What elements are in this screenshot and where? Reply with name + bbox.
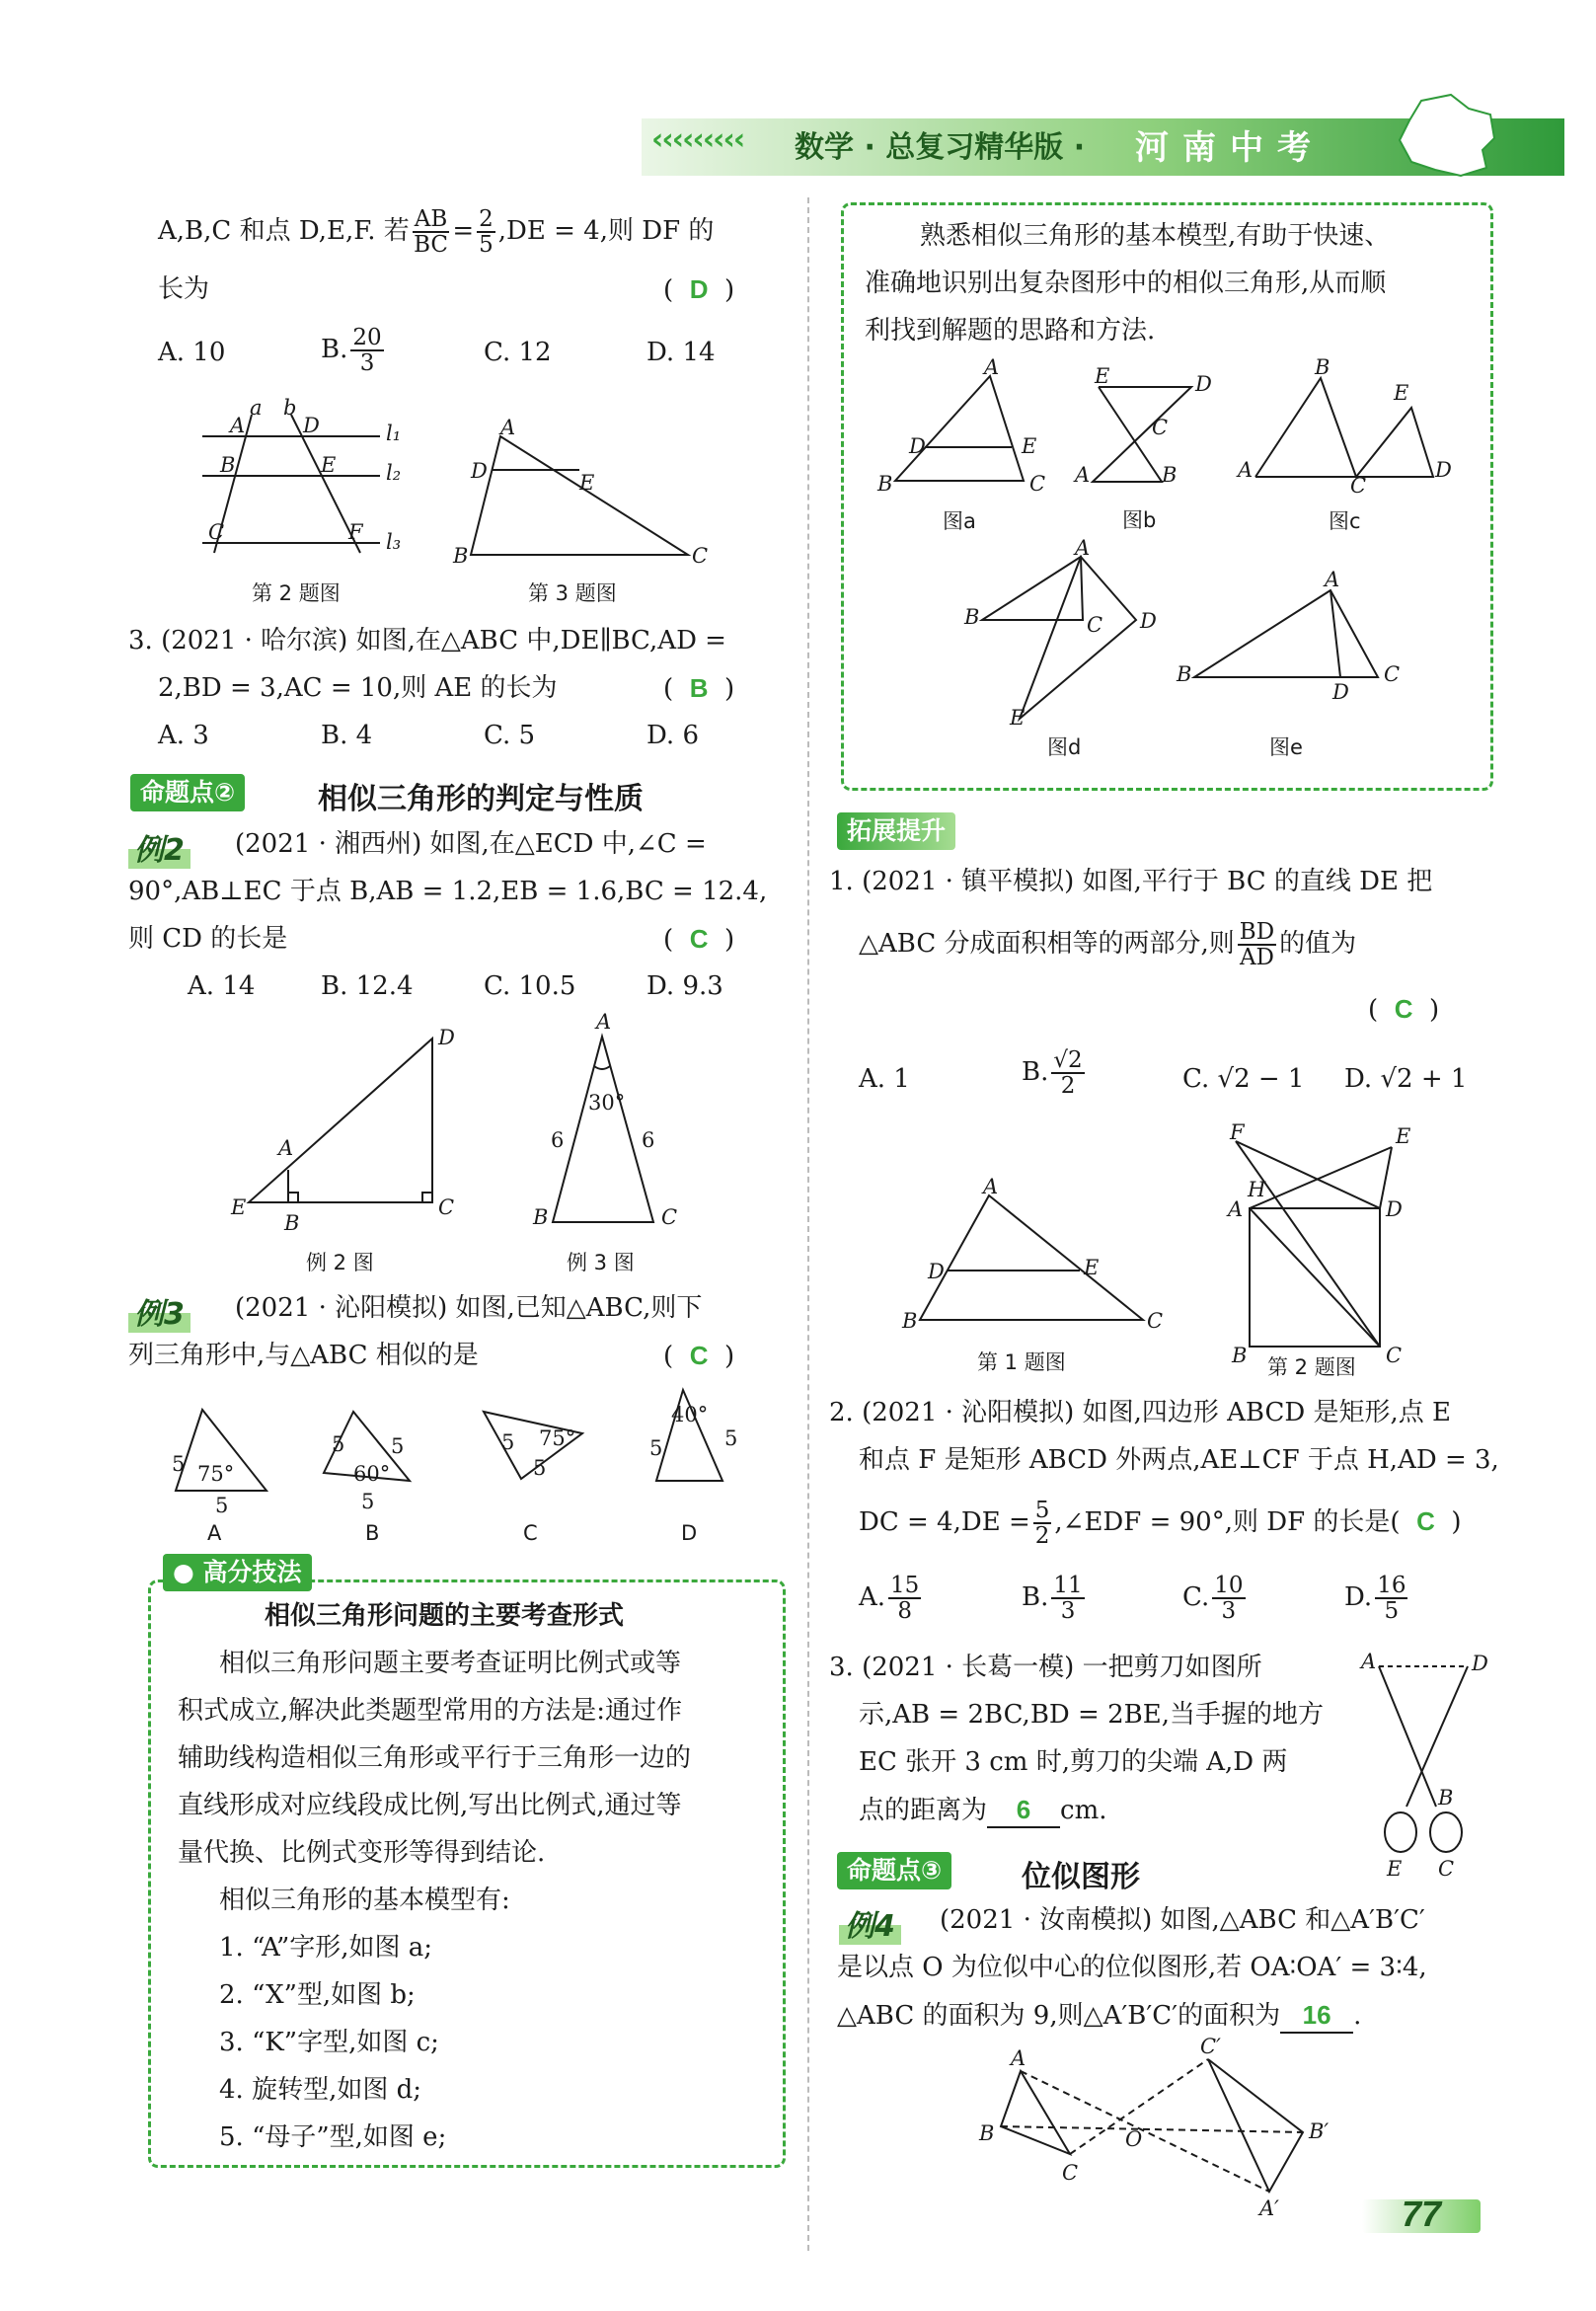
tips-model-5: 5. “母子”型,如图 e;: [219, 2122, 447, 2152]
svg-text:B′: B′: [1309, 2119, 1330, 2143]
p1-option-a: A. 1: [859, 1064, 910, 1094]
svg-text:A: A: [230, 414, 246, 437]
q2-option-c: C. 12: [484, 338, 552, 367]
tips-line-3: 辅助线构造相似三角形或平行于三角形一边的: [178, 1743, 692, 1773]
figure-p2: [1214, 1120, 1421, 1387]
p3-line1: 3. (2021 · 长葛一模) 一把剪刀如图所: [829, 1653, 1262, 1682]
svg-text:E: E: [1022, 434, 1037, 458]
page-number: 77: [1402, 2194, 1442, 2234]
models-line-1: 熟悉相似三角形的基本模型,有助于快速、: [920, 221, 1391, 251]
figure-example4: [977, 2035, 1342, 2221]
q2-line1: A,B,C 和点 D,E,F. 若 $\frac{AB}{BC}$ = $\frac{2}{5}$ ,DE = 4,则 DF 的: [158, 206, 715, 258]
section3-badge: 命题点③: [837, 1852, 951, 1889]
ex3-line1: (2021 · 沁阳模拟) 如图,已知△ABC,则下: [235, 1293, 703, 1323]
svg-text:D: D: [471, 459, 488, 483]
ex3-answer-slot: ( C ): [663, 1341, 735, 1371]
scissors-figure: [1357, 1649, 1495, 1886]
p3-line2: 示,AB = 2BC,BD = 2BE,当手握的地方: [859, 1700, 1324, 1730]
svg-text:C: C: [523, 1521, 538, 1545]
ex2-line2: 90°,AB⊥EC 于点 B,AB = 1.2,EB = 1.6,BC = 12.4,: [128, 877, 768, 906]
p1-option-b: B. $\frac{√2}{2}$: [1022, 1047, 1083, 1099]
q3-option-d: D. 6: [646, 721, 699, 750]
ex3-option-triangles: [158, 1382, 750, 1550]
svg-text:A: A: [1238, 458, 1254, 482]
svg-text:B: B: [533, 1205, 549, 1229]
tips-line-4: 直线形成对应线段成比例,写出比例式,通过等: [178, 1791, 682, 1820]
svg-text:B: B: [979, 2121, 995, 2145]
figure-model-c: [1234, 355, 1461, 533]
svg-text:A: A: [500, 416, 516, 439]
svg-text:B: B: [220, 453, 236, 477]
p2-option-c: C. $\frac{10}{3}$: [1182, 1573, 1244, 1624]
q2-answer-slot: ( D ): [663, 274, 735, 305]
svg-text:B: B: [902, 1309, 918, 1333]
svg-text:B: B: [1232, 1344, 1248, 1367]
svg-text:A: A: [1325, 568, 1340, 591]
svg-text:A: A: [1228, 1197, 1244, 1221]
svg-text:C: C: [1029, 472, 1046, 496]
tips-model-3: 3. “K”字型,如图 c;: [219, 2028, 439, 2057]
p2-option-a: A. $\frac{15}{8}$: [859, 1573, 920, 1624]
svg-text:5: 5: [332, 1432, 345, 1456]
svg-text:A: A: [1075, 463, 1091, 487]
svg-text:A: A: [278, 1136, 294, 1160]
svg-text:B: B: [365, 1521, 380, 1545]
svg-text:B: B: [964, 605, 980, 629]
svg-text:D: D: [1140, 609, 1157, 633]
svg-text:E: E: [1387, 1857, 1403, 1881]
ex4-line1: (2021 · 汝南模拟) 如图,△ABC 和△A′B′C′: [940, 1905, 1425, 1935]
svg-text:O: O: [1125, 2127, 1143, 2151]
fig3-caption: 第 3 题图: [528, 581, 617, 605]
svg-text:5: 5: [724, 1426, 738, 1450]
q2-line2: 长为: [158, 274, 210, 304]
svg-text:D: D: [928, 1260, 945, 1283]
svg-text:75°: 75°: [197, 1462, 235, 1486]
svg-text:5: 5: [649, 1436, 663, 1460]
svg-text:B: B: [1438, 1786, 1454, 1810]
svg-text:D: D: [1435, 458, 1452, 482]
svg-text:C: C: [1350, 474, 1367, 498]
q2-option-d: D. 14: [646, 338, 716, 367]
figure-example2: [227, 1027, 464, 1283]
svg-text:C: C: [1147, 1309, 1164, 1333]
tips-models-intro: 相似三角形的基本模型有:: [219, 1886, 510, 1915]
example3-label: 例3: [128, 1289, 190, 1333]
svg-text:B: B: [877, 472, 893, 496]
svg-text:E: E: [321, 453, 337, 477]
ex2-caption: 例 2 图: [306, 1251, 374, 1274]
figure-q3: [449, 416, 716, 605]
q3-option-b: B. 4: [321, 721, 373, 750]
svg-text:5: 5: [501, 1430, 515, 1454]
q3-answer-slot: ( B ): [663, 673, 735, 704]
svg-text:F: F: [1230, 1120, 1245, 1144]
p2-option-b: B. $\frac{11}{3}$: [1022, 1573, 1083, 1624]
svg-text:A: A: [1361, 1650, 1377, 1673]
models-line-2: 准确地识别出复杂图形中的相似三角形,从而顺: [865, 269, 1387, 298]
svg-text:B: B: [1177, 662, 1192, 686]
svg-text:A: A: [207, 1521, 222, 1545]
q2-option-a: A. 10: [158, 338, 226, 367]
svg-text:75°: 75°: [539, 1426, 576, 1450]
svg-text:图d: 图d: [1047, 735, 1082, 759]
tips-model-4: 4. 旋转型,如图 d;: [219, 2075, 422, 2105]
svg-text:E: E: [1396, 1124, 1411, 1148]
svg-text:图c: 图c: [1329, 509, 1361, 533]
henan-map-icon: [1392, 91, 1500, 180]
svg-text:C: C: [692, 544, 709, 568]
svg-text:C: C: [1152, 416, 1169, 439]
svg-text:C: C: [1386, 1344, 1403, 1367]
svg-text:B: B: [453, 544, 469, 568]
p2-line1: 2. (2021 · 沁阳模拟) 如图,四边形 ABCD 是矩形,点 E: [829, 1398, 1451, 1427]
q3-option-c: C. 5: [484, 721, 536, 750]
tips-model-2: 2. “X”型,如图 b;: [219, 1980, 416, 2010]
svg-text:E: E: [231, 1195, 247, 1219]
q3-line2: 2,BD = 3,AC = 10,则 AE 的长为: [158, 673, 558, 703]
ex2-line1: (2021 · 湘西州) 如图,在△ECD 中,∠C =: [235, 829, 707, 859]
section3-title: 位似图形: [1022, 1860, 1140, 1894]
svg-text:A: A: [1011, 2046, 1026, 2070]
svg-text:B: B: [1315, 355, 1330, 379]
tips-title: 相似三角形问题的主要考查形式: [265, 1601, 625, 1631]
svg-text:l₃: l₃: [386, 530, 402, 554]
bulb-icon: ●: [173, 1558, 194, 1586]
svg-text:5: 5: [215, 1494, 229, 1517]
svg-text:C′: C′: [1200, 2035, 1221, 2058]
p3-line3: EC 张开 3 cm 时,剪刀的尖端 A,D 两: [859, 1747, 1288, 1777]
p1-option-c: C. √2 − 1: [1182, 1064, 1305, 1094]
p1-line2: △ABC 分成面积相等的两部分,则 $\frac{BD}{AD}$ 的值为: [859, 919, 1357, 970]
example2-label: 例2: [128, 825, 190, 869]
tips-line-2: 积式成立,解决此类题型常用的方法是:通过作: [178, 1696, 683, 1726]
svg-text:E: E: [1095, 364, 1110, 388]
svg-text:C: C: [438, 1195, 455, 1219]
ex2-option-d: D. 9.3: [646, 971, 723, 1001]
svg-text:l₁: l₁: [386, 422, 402, 445]
svg-text:D: D: [681, 1521, 698, 1545]
ex2-option-c: C. 10.5: [484, 971, 576, 1001]
svg-text:H: H: [1248, 1178, 1266, 1201]
svg-text:A: A: [984, 355, 1000, 379]
svg-text:40°: 40°: [671, 1403, 709, 1426]
svg-text:E: E: [1084, 1256, 1100, 1279]
svg-text:5: 5: [533, 1456, 547, 1480]
tips-badge: ● 高分技法: [163, 1554, 312, 1591]
svg-text:第 1 题图: 第 1 题图: [977, 1350, 1066, 1374]
svg-text:图e: 图e: [1269, 735, 1303, 759]
svg-text:a: a: [250, 396, 263, 420]
ex4-line3: △ABC 的面积为 9,则△A′B′C′的面积为 16 .: [837, 1998, 1361, 2034]
ex3-line2: 列三角形中,与△ABC 相似的是: [128, 1341, 479, 1370]
figure-q2: [192, 396, 419, 605]
figure-model-d: [962, 536, 1160, 759]
p2-option-d: D. $\frac{16}{5}$: [1344, 1573, 1406, 1624]
ex2-option-b: B. 12.4: [321, 971, 414, 1001]
svg-text:C: C: [1384, 662, 1401, 686]
tips-model-1: 1. “A”字形,如图 a;: [219, 1933, 433, 1963]
svg-text:E: E: [579, 471, 595, 495]
svg-text:E: E: [1394, 381, 1409, 405]
svg-text:A: A: [1075, 536, 1091, 560]
svg-text:图b: 图b: [1122, 508, 1157, 532]
header-region: 河南中考: [1135, 128, 1325, 168]
svg-text:l₂: l₂: [386, 461, 402, 485]
p1-answer-slot: ( C ): [1368, 994, 1440, 1025]
q2-option-b: B. $\frac{20}{3}$: [321, 325, 382, 376]
ex2-line3: 则 CD 的长是: [128, 924, 288, 954]
p2-line2: 和点 F 是矩形 ABCD 外两点,AE⊥CF 于点 H,AD = 3,: [859, 1445, 1499, 1475]
svg-text:C: C: [661, 1205, 678, 1229]
svg-text:6: 6: [642, 1128, 655, 1152]
q3-line1: 3. (2021 · 哈尔滨) 如图,在△ABC 中,DE∥BC,AD =: [128, 626, 726, 655]
p1-option-d: D. √2 + 1: [1344, 1064, 1468, 1094]
svg-text:D: D: [1472, 1652, 1488, 1675]
svg-text:6: 6: [551, 1128, 565, 1152]
svg-text:B: B: [1162, 463, 1178, 487]
svg-text:B: B: [284, 1211, 300, 1235]
svg-text:A: A: [596, 1010, 612, 1034]
models-line-3: 利找到解题的思路和方法.: [865, 316, 1156, 346]
svg-text:D: D: [303, 414, 320, 437]
svg-text:F: F: [348, 520, 363, 544]
svg-text:30°: 30°: [588, 1091, 626, 1115]
tips-line-5: 量代换、比例式变形等得到结论.: [178, 1838, 546, 1868]
svg-text:C: C: [208, 520, 225, 544]
svg-text:E: E: [1010, 706, 1026, 730]
svg-text:D: D: [1386, 1197, 1403, 1221]
svg-text:第 2 题图: 第 2 题图: [1267, 1355, 1356, 1379]
svg-text:D: D: [1332, 680, 1349, 704]
svg-text:C: C: [1087, 613, 1103, 637]
ex2-option-a: A. 14: [188, 971, 256, 1001]
p3-line4: 点的距离为 6 cm.: [859, 1793, 1107, 1828]
svg-text:C: C: [1438, 1857, 1455, 1881]
svg-text:D: D: [909, 434, 926, 458]
section2-title: 相似三角形的判定与性质: [318, 782, 644, 816]
svg-text:A′: A′: [1259, 2196, 1279, 2220]
p1-line1: 1. (2021 · 镇平模拟) 如图,平行于 BC 的直线 DE 把: [829, 867, 1433, 896]
figure-model-a: [874, 355, 1051, 533]
svg-text:b: b: [283, 396, 297, 420]
figure-p1: [898, 1175, 1165, 1387]
svg-text:A: A: [983, 1175, 999, 1198]
svg-text:C: C: [1062, 2161, 1079, 2185]
ex4-line2: 是以点 O 为位似中心的位似图形,若 OA∶OA′ = 3∶4,: [837, 1953, 1427, 1982]
column-divider: [807, 197, 809, 2251]
figure-model-e: [1175, 568, 1411, 759]
q3-option-a: A. 3: [158, 721, 209, 750]
p2-line3: DC = 4,DE = $\frac{5}{2}$ ,∠EDF = 90°,则 DF 的长是( C ): [859, 1498, 1462, 1549]
svg-text:图a: 图a: [943, 509, 976, 533]
figure-example3: [523, 1010, 681, 1283]
tips-line-1: 相似三角形问题主要考查证明比例式或等: [219, 1649, 682, 1678]
ex2-answer-slot: ( C ): [663, 924, 735, 955]
example4-label: 例4: [839, 1901, 901, 1945]
header-book-title: 数学 · 总复习精华版 ·: [795, 130, 1086, 165]
section2-badge: 命题点②: [130, 774, 245, 811]
svg-text:60°: 60°: [353, 1462, 391, 1486]
fig2-caption: 第 2 题图: [252, 581, 341, 605]
ex3-caption: 例 3 图: [567, 1251, 635, 1274]
svg-text:D: D: [438, 1026, 455, 1049]
svg-text:5: 5: [172, 1452, 186, 1476]
figure-model-b: [1071, 364, 1229, 532]
extension-badge: 拓展提升: [837, 812, 955, 850]
header-arrows: ‹‹‹‹‹‹‹‹‹: [651, 122, 744, 157]
svg-text:D: D: [1195, 372, 1212, 396]
svg-text:5: 5: [361, 1490, 375, 1513]
svg-text:5: 5: [391, 1434, 405, 1458]
